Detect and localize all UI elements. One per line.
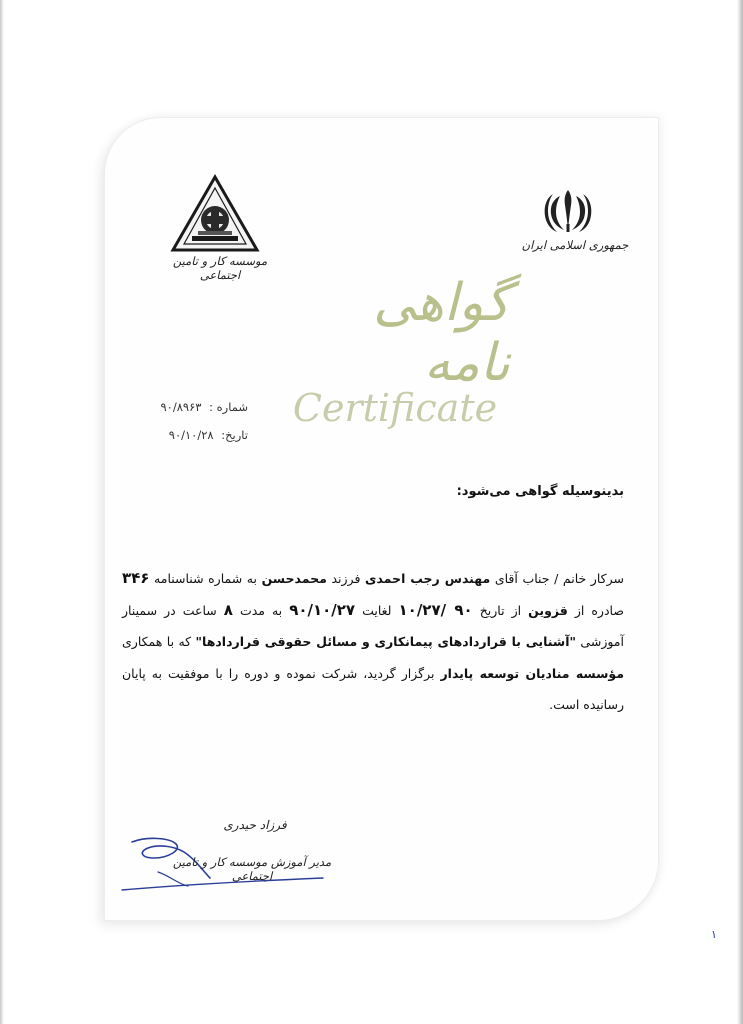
body-text-3: به شماره شناسنامه	[154, 571, 257, 586]
body-text-12: برگزار گردید، شرکت نموده و دوره را با موفقیت	[167, 665, 435, 681]
scan-edge-left	[0, 0, 4, 1024]
course-title: "آشنایی با قراردادهای پیمانکاری و مسائل حقوقی قراردادها"	[195, 634, 577, 649]
body-text-10: که با	[166, 634, 192, 649]
recipient-name: مهندس رجب احمدی	[365, 571, 491, 586]
issue-city: قزوین	[528, 602, 568, 618]
body-text-5: از تاریخ	[479, 602, 522, 618]
body-text-4: صادره از	[574, 602, 624, 618]
id-number: ۳۴۶	[122, 569, 150, 587]
organization-logo-icon	[170, 174, 260, 254]
duration-hours: ۸	[223, 600, 233, 619]
father-name: محمدحسن	[261, 571, 327, 586]
signer-title: مدیر آموزش موسسه کار و تامین اجتماعی	[172, 855, 332, 883]
number-label: شماره :	[209, 400, 248, 414]
intro-line: بدینوسیله گواهی می‌شود:	[456, 484, 624, 499]
body-text-13: به پایان رسانیده است.	[122, 665, 624, 712]
date-to: ۹۰/۱۰/۲۷	[289, 600, 356, 619]
date-from: ۹۰ /۱۰/۲۷	[398, 600, 473, 619]
date-value: ۹۰/۱۰/۲۸	[168, 428, 214, 442]
iran-emblem-icon	[540, 186, 596, 238]
scan-edge-right	[737, 0, 743, 1024]
certificate-body	[122, 563, 624, 721]
page-number: ۱	[711, 928, 717, 941]
emblem-caption: جمهوری اسلامی ایران	[521, 238, 629, 252]
body-text-9: سمینار آموزشی	[122, 602, 624, 649]
partner-organization: مؤسسه منادیان توسعه پایدار	[440, 665, 624, 681]
body-text-7: به مدت	[239, 602, 283, 618]
body-text-2: فرزند	[331, 571, 361, 586]
signer-name: فرزاد حیدری	[223, 818, 287, 832]
body-text-8: ساعت در	[164, 602, 217, 618]
certificate-number	[148, 400, 248, 414]
body-text-1: سرکار خانم / جناب آقای	[494, 571, 624, 586]
certificate-title-english: Certificate	[292, 386, 498, 430]
body-text-11: همکاری	[122, 634, 163, 649]
date-label: تاریخ:	[221, 428, 248, 442]
number-value: ۹۰/۸۹۶۳	[160, 400, 202, 414]
body-text-6: لغایت	[362, 602, 392, 618]
certificate-title-persian: گواهی نامه	[373, 273, 510, 393]
certificate-date	[148, 428, 248, 442]
organization-logo-caption: موسسه کار و تامین اجتماعی	[172, 254, 268, 282]
